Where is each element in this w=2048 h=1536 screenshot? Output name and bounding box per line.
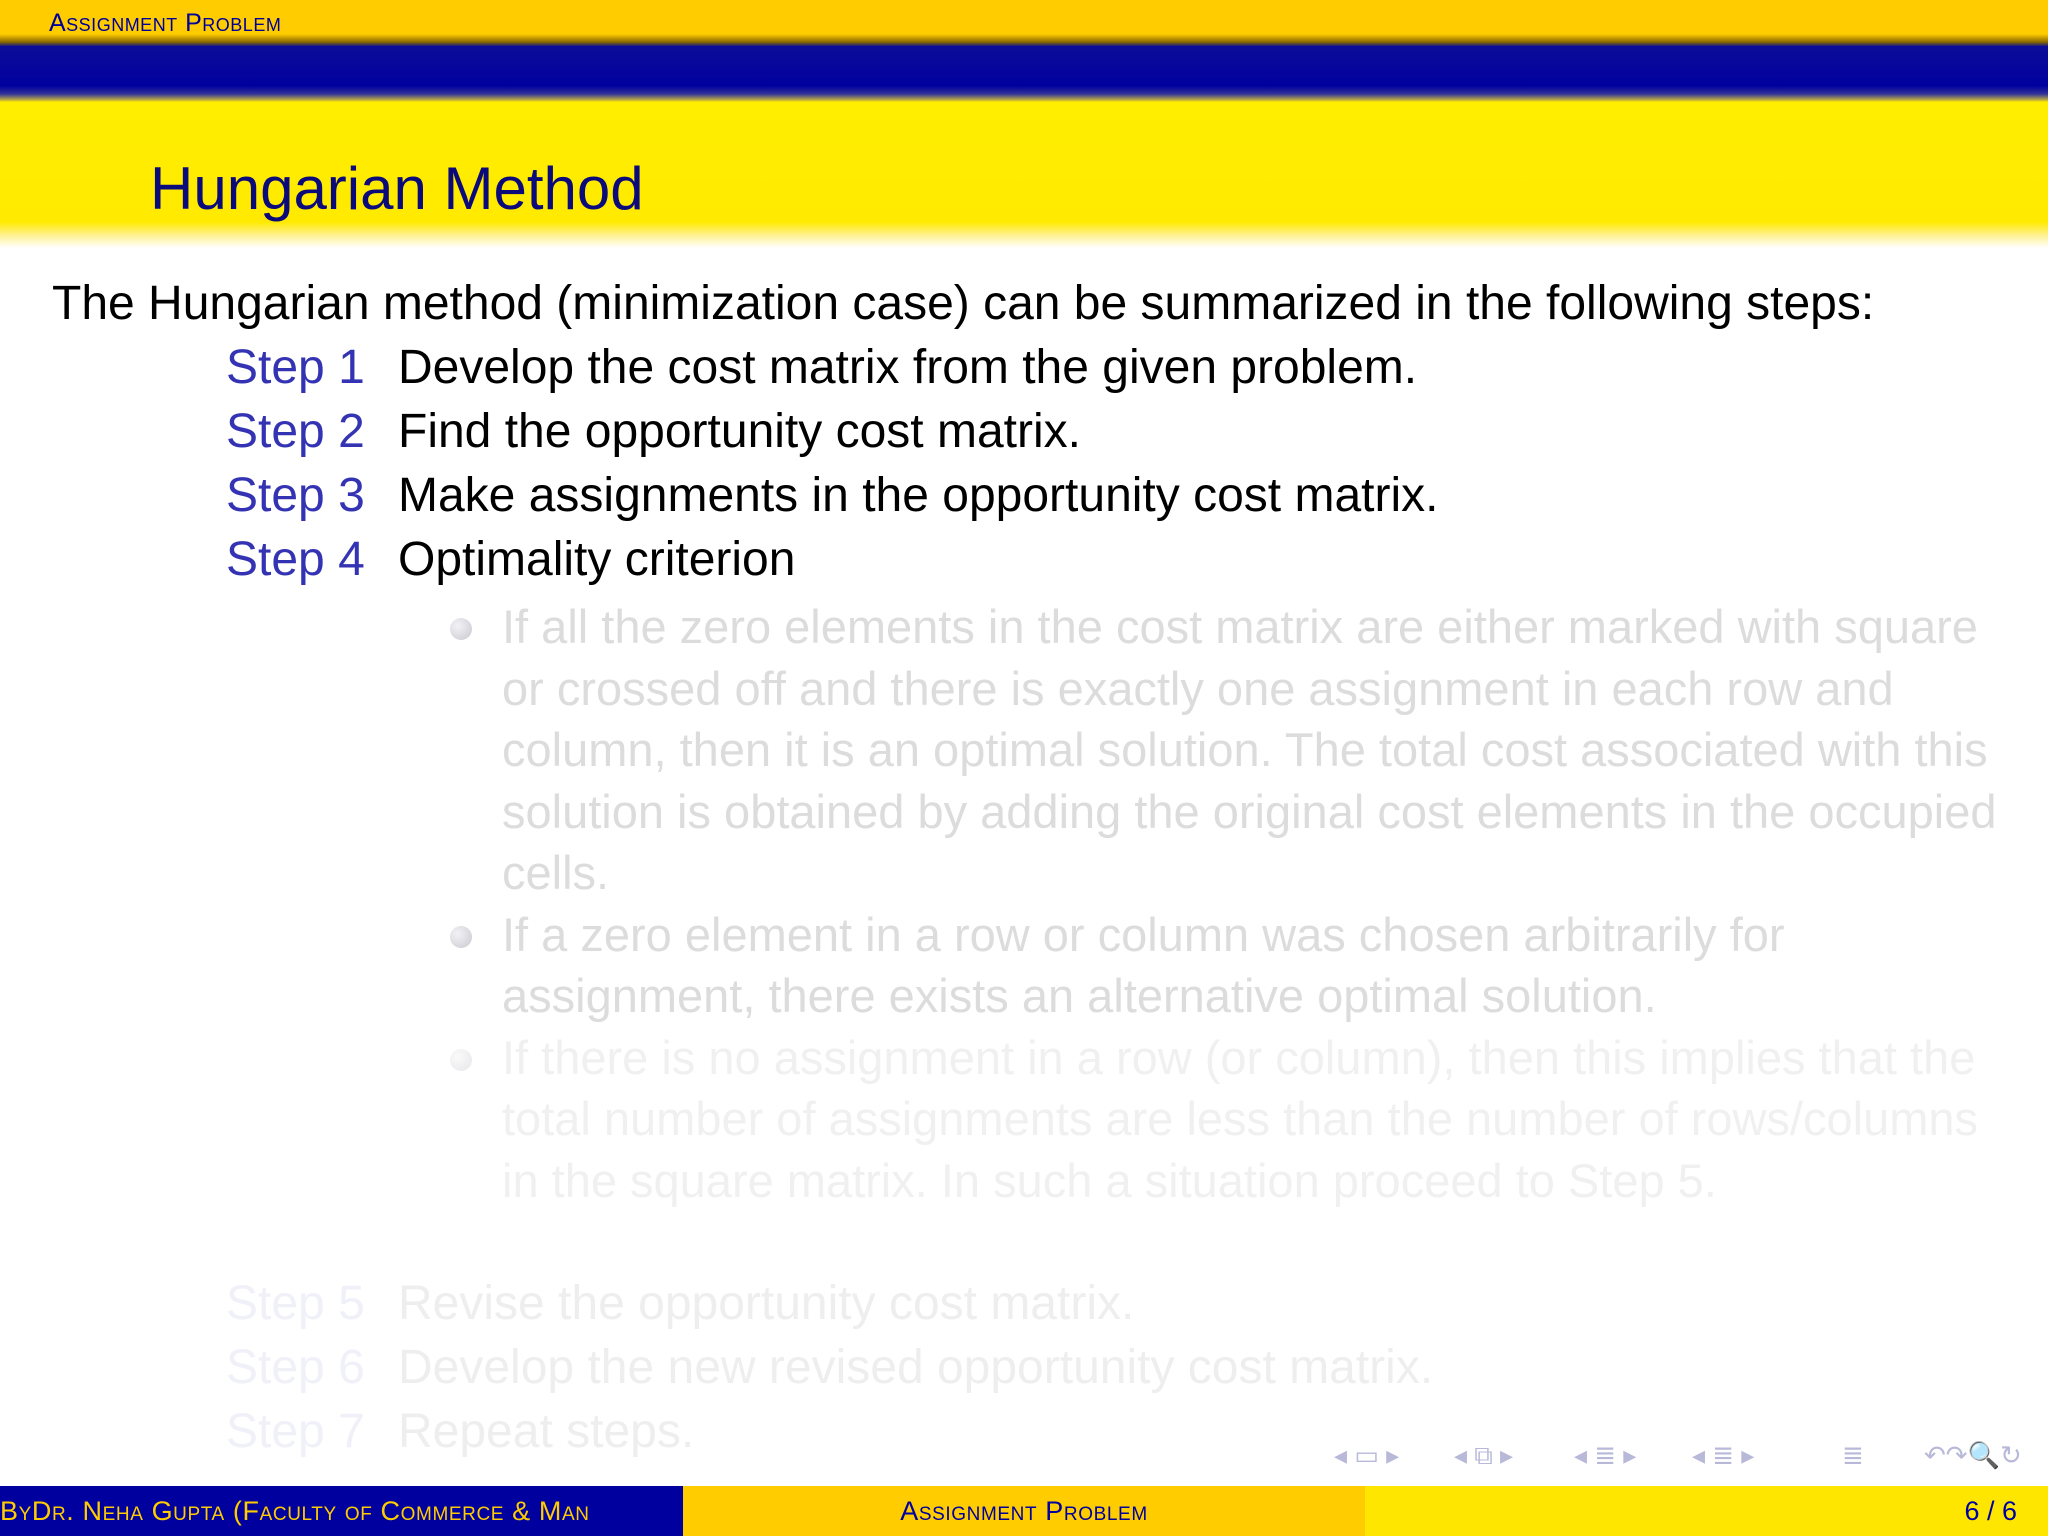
step-2 <box>226 404 1081 459</box>
page-number: 6 / 6 <box>1964 1496 2017 1526</box>
outline-icon[interactable]: ≣ <box>1842 1440 1864 1470</box>
step-text: Optimality criterion <box>398 533 796 586</box>
bullet-text: If a zero element in a row or column was chosen arbitrarily for assignment, there exists an alternative optimal solution. <box>502 907 1785 1022</box>
step-label: Step 4 <box>226 533 365 586</box>
step-text: Make assignments in the opportunity cost matrix. <box>398 469 1439 522</box>
step-text: Revise the opportunity cost matrix. <box>398 1277 1135 1330</box>
bullet-text: If there is no assignment in a row (or column), then this implies that the total number of assignments are less than the number of rows/columns in the square matrix. In such a situation proceed to Step 5. <box>502 1030 1979 1207</box>
subsection-list-nav-icon[interactable]: ◂ ≣ ▸ <box>1692 1440 1755 1470</box>
step-label: Step 6 <box>226 1341 365 1394</box>
bullet-icon <box>450 1049 472 1071</box>
step-3 <box>226 468 1438 523</box>
bullet-icon <box>450 618 472 640</box>
frame-nav-icon[interactable]: ◂ ▭ ▸ <box>1334 1440 1400 1470</box>
optimality-bullets <box>450 596 2010 1211</box>
step-5 <box>226 1276 1134 1331</box>
footer-page-panel <box>1365 1486 2048 1536</box>
step-6 <box>226 1340 1433 1395</box>
section-title: Assignment Problem <box>49 9 282 37</box>
footer-author: ByDr. Neha Gupta (Faculty of Commerce & Man <box>0 1496 590 1526</box>
footer-title-panel <box>683 1486 1365 1536</box>
step-label: Step 3 <box>226 469 365 522</box>
list-item <box>450 1027 2010 1212</box>
step-label: Step 1 <box>226 341 365 394</box>
subsection-nav-icon[interactable]: ◂ ⧉ ▸ <box>1454 1440 1514 1470</box>
step-label: Step 2 <box>226 405 365 458</box>
search-controls-icon[interactable]: ↶↷🔍↻ <box>1924 1440 2022 1470</box>
footer-author-panel <box>0 1486 683 1536</box>
step-text: Find the opportunity cost matrix. <box>398 405 1081 458</box>
step-1 <box>226 340 1417 395</box>
header-bar <box>0 0 2048 46</box>
step-label: Step 5 <box>226 1277 365 1330</box>
intro-text: The Hungarian method (minimization case) can be summarized in the following steps: <box>52 277 1875 330</box>
list-item <box>450 904 2010 1027</box>
frame-title: Hungarian Method <box>150 155 644 222</box>
step-7 <box>226 1404 694 1459</box>
list-item <box>450 596 2010 904</box>
section-nav-icon[interactable]: ◂ ≣ ▸ <box>1574 1440 1637 1470</box>
step-text: Develop the new revised opportunity cost matrix. <box>398 1341 1434 1394</box>
footer <box>0 1486 2048 1536</box>
step-4 <box>226 532 795 587</box>
step-text: Repeat steps. <box>398 1405 695 1458</box>
step-label: Step 7 <box>226 1405 365 1458</box>
step-text: Develop the cost matrix from the given problem. <box>398 341 1418 394</box>
bullet-icon <box>450 926 472 948</box>
footer-title: Assignment Problem <box>900 1496 1148 1526</box>
bullet-text: If all the zero elements in the cost matrix are either marked with square or crossed off and there is exactly one assignment in each row and column, then it is an optimal solution. The total cost associated with this solution is obtained by adding the original cost elements in the occupied cells. <box>502 600 1997 899</box>
header-band <box>0 46 2048 102</box>
